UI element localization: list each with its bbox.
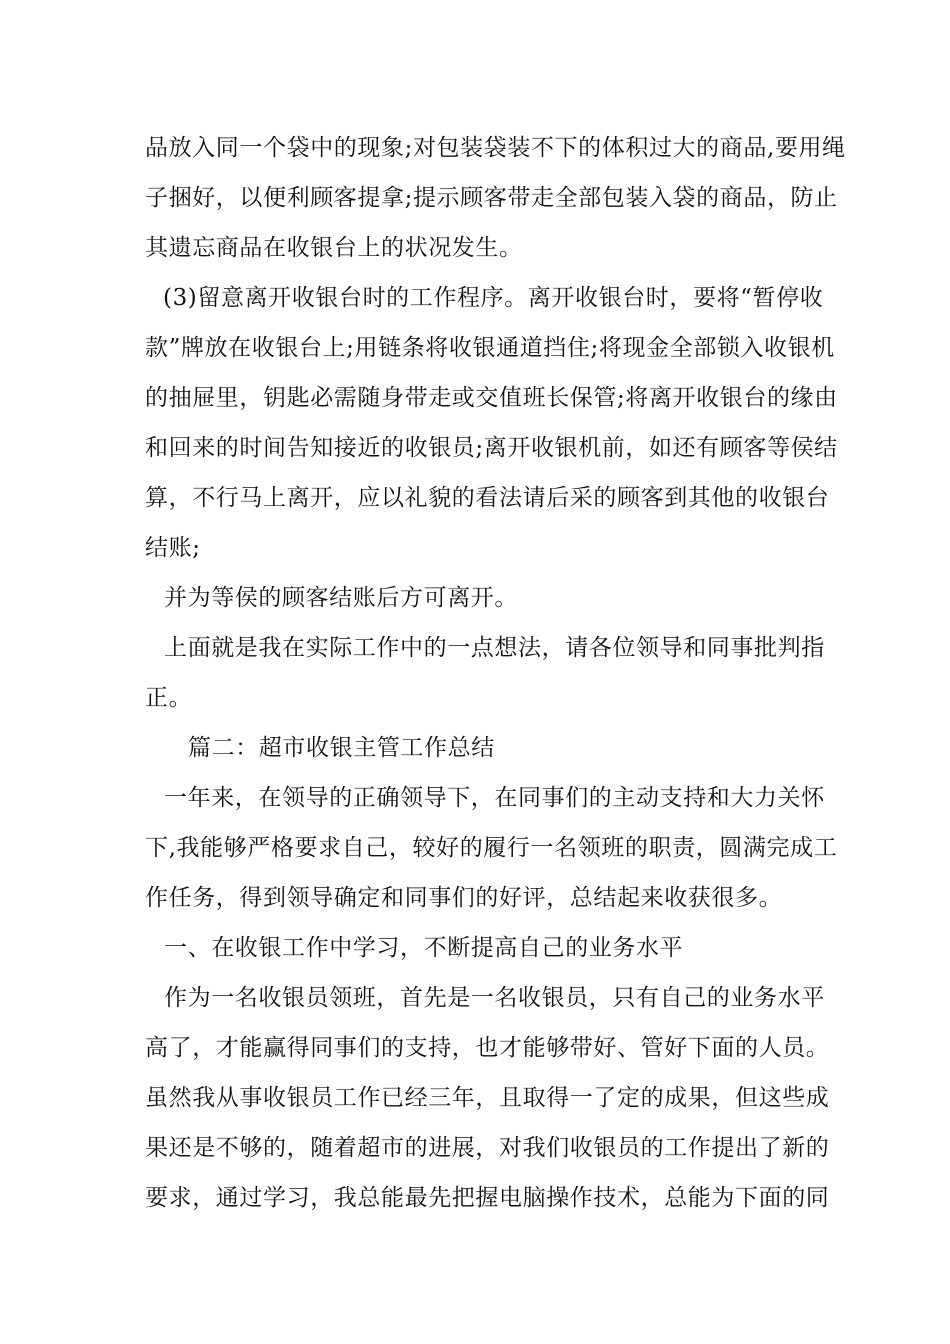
text-line: 一年来，在领导的正确领导下，在同事们的主动支持和大力关怀 [164, 785, 825, 811]
text-line: 子捆好，以便利顾客提拿;提示顾客带走全部包装入袋的商品，防止 [145, 185, 838, 211]
text-line: 果还是不够的，随着超市的进展，对我们收银员的工作提出了新的 [145, 1135, 830, 1161]
text-line: 品放入同一个袋中的现象;对包装袋装不下的体积过大的商品,要用绳 [145, 135, 846, 161]
text-line: 高了，才能赢得同事们的支持，也才能够带好、管好下面的人员。 [145, 1035, 830, 1061]
text-line: 算，不行马上离开，应以礼貌的看法请后采的顾客到其他的收银台 [145, 485, 830, 511]
text-line: 上面就是我在实际工作中的一点想法，请各位领导和同事批判指 [164, 635, 825, 661]
text-line: 虽然我从事收银员工作已经三年，且取得一了定的成果，但这些成 [145, 1085, 830, 1111]
subsection-heading: 一、在收银工作中学习，不断提高自己的业务水平 [164, 935, 684, 961]
text-line: (3)留意离开收银台时的工作程序。离开收银台时，要将“暂停收 [163, 285, 824, 311]
section-heading: 篇二：超市收银主管工作总结 [188, 735, 495, 761]
text-line: 款”牌放在收银台上;用链条将收银通道挡住;将现金全部锁入收银机 [145, 335, 835, 361]
text-line: 正。 [145, 685, 193, 711]
text-line: 的抽屉里，钥匙必需随身带走或交值班长保管;将离开收银台的缘由 [145, 385, 838, 411]
text-line: 结账; [145, 535, 201, 561]
text-line: 作为一名收银员领班，首先是一名收银员，只有自己的业务水平 [164, 985, 825, 1011]
text-line: 并为等侯的顾客结账后方可离开。 [164, 585, 518, 611]
text-line: 要求，通过学习，我总能最先把握电脑操作技术，总能为下面的同 [145, 1185, 830, 1211]
text-line: 作任务，得到领导确定和同事们的好评，总结起来收获很多。 [145, 885, 783, 911]
text-line: 下,我能够严格要求自己，较好的履行一名领班的职责，圆满完成工 [145, 835, 838, 861]
text-line: 其遗忘商品在收银台上的状况发生。 [145, 235, 523, 261]
text-line: 和回来的时间告知接近的收银员;离开收银机前，如还有顾客等侯结 [145, 435, 838, 461]
